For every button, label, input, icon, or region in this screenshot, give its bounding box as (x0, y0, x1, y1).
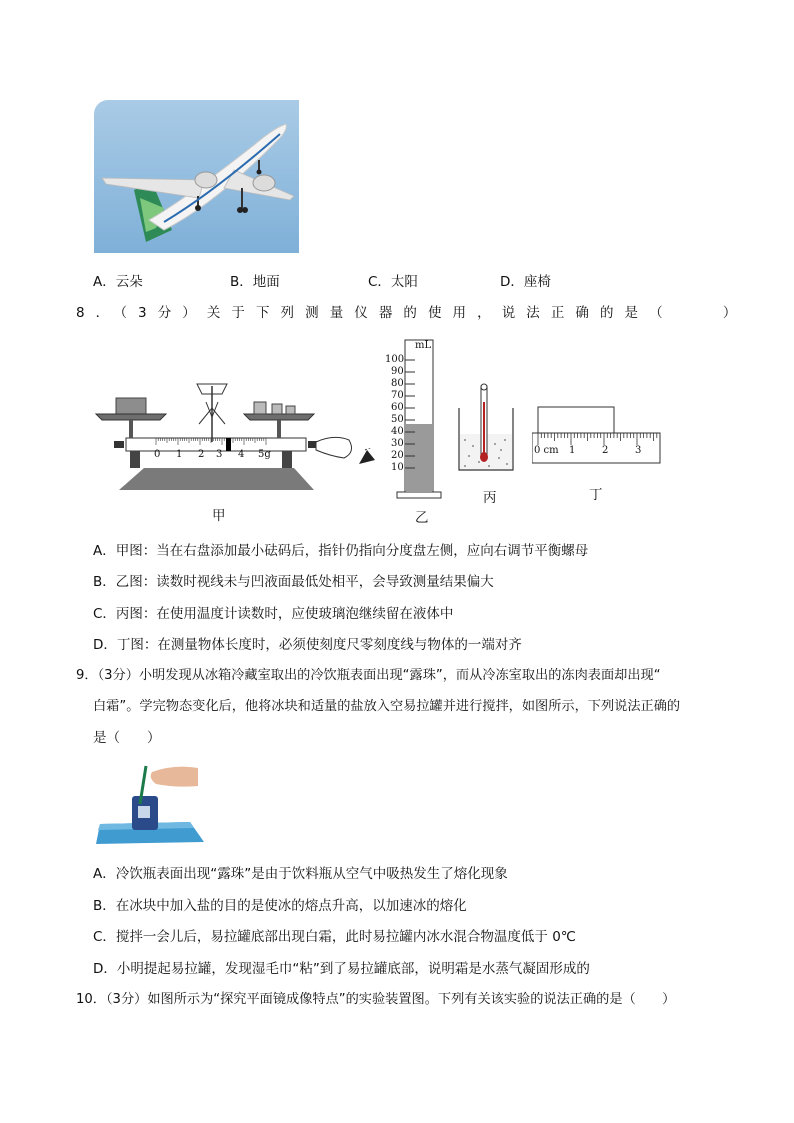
q9-option-d: D．小明提起易拉罐，发现湿毛巾“粘”到了易拉罐底部，说明霜是水蒸气凝固形成的 (93, 961, 590, 977)
q10-stem: 10．（3分）如图所示为“探究平面镜成像特点”的实验装置图。下列有关该实验的说法正确的是（ ） (76, 992, 676, 1007)
cylinder-figure: mL 100 90 80 70 60 50 40 30 20 10 (385, 338, 445, 500)
q9-stem-line-3: 是（ ） (93, 730, 161, 746)
q8-option-a: A．甲图：当在右盘添加最小砝码后，指针仍指向分度盘左侧，应向右调节平衡螺母 (93, 543, 589, 559)
caption-yi: 乙 (415, 510, 429, 526)
q8-option-d: D．丁图：在测量物体长度时，必须使刻度尺零刻度线与物体的一端对齐 (93, 637, 522, 653)
balance-figure: 0 1 2 3 4 5g (94, 372, 364, 497)
airplane-photo (94, 100, 299, 253)
caption-ding: 丁 (589, 487, 603, 503)
q7-options (0, 270, 794, 290)
caption-jia: 甲 (212, 508, 226, 524)
caption-bing: 丙 (483, 490, 497, 506)
ruler-figure: 0 cm 1 2 3 (532, 405, 662, 467)
q8-option-c: C．丙图：在使用温度计读数时，应使玻璃泡继续留在液体中 (93, 606, 454, 622)
q9-stem-line-1: 9．（3分）小明发现从冰箱冷藏室取出的冷饮瓶表面出现“露珠”，而从冷冻室取出的冻肉表面却出现“ (76, 668, 661, 683)
q7-option-d: D．座椅 (500, 274, 551, 290)
q8-option-b: B．乙图：读数时视线未与凹液面最低处相平，会导致测量结果偏大 (93, 574, 494, 590)
q9-option-a: A．冷饮瓶表面出现“露珠”是由于饮料瓶从空气中吸热发生了熔化现象 (93, 866, 508, 882)
can-stirring-photo (94, 758, 204, 848)
q7-option-b: B．地面 (230, 274, 280, 290)
thermometer-beaker-figure (455, 382, 517, 474)
q7-option-a: A．云朵 (93, 274, 143, 290)
q7-option-c: C．太阳 (368, 274, 418, 290)
q9-option-b: B．在冰块中加入盐的目的是使冰的熔点升高，以加速冰的熔化 (93, 898, 467, 914)
eye-icon (357, 448, 377, 466)
q9-option-c: C．搅拌一会儿后，易拉罐底部出现白霜，此时易拉罐内冰水混合物温度低于 0℃ (93, 929, 576, 945)
q9-stem-line-2: 白霜”。学完物态变化后，他将冰块和适量的盐放入空易拉罐并进行搅拌，如图所示，下列说法正确的 (93, 699, 681, 714)
q8-stem: 8．（3分）关于下列测量仪器的使用，说法正确的是（ ） (76, 305, 748, 321)
